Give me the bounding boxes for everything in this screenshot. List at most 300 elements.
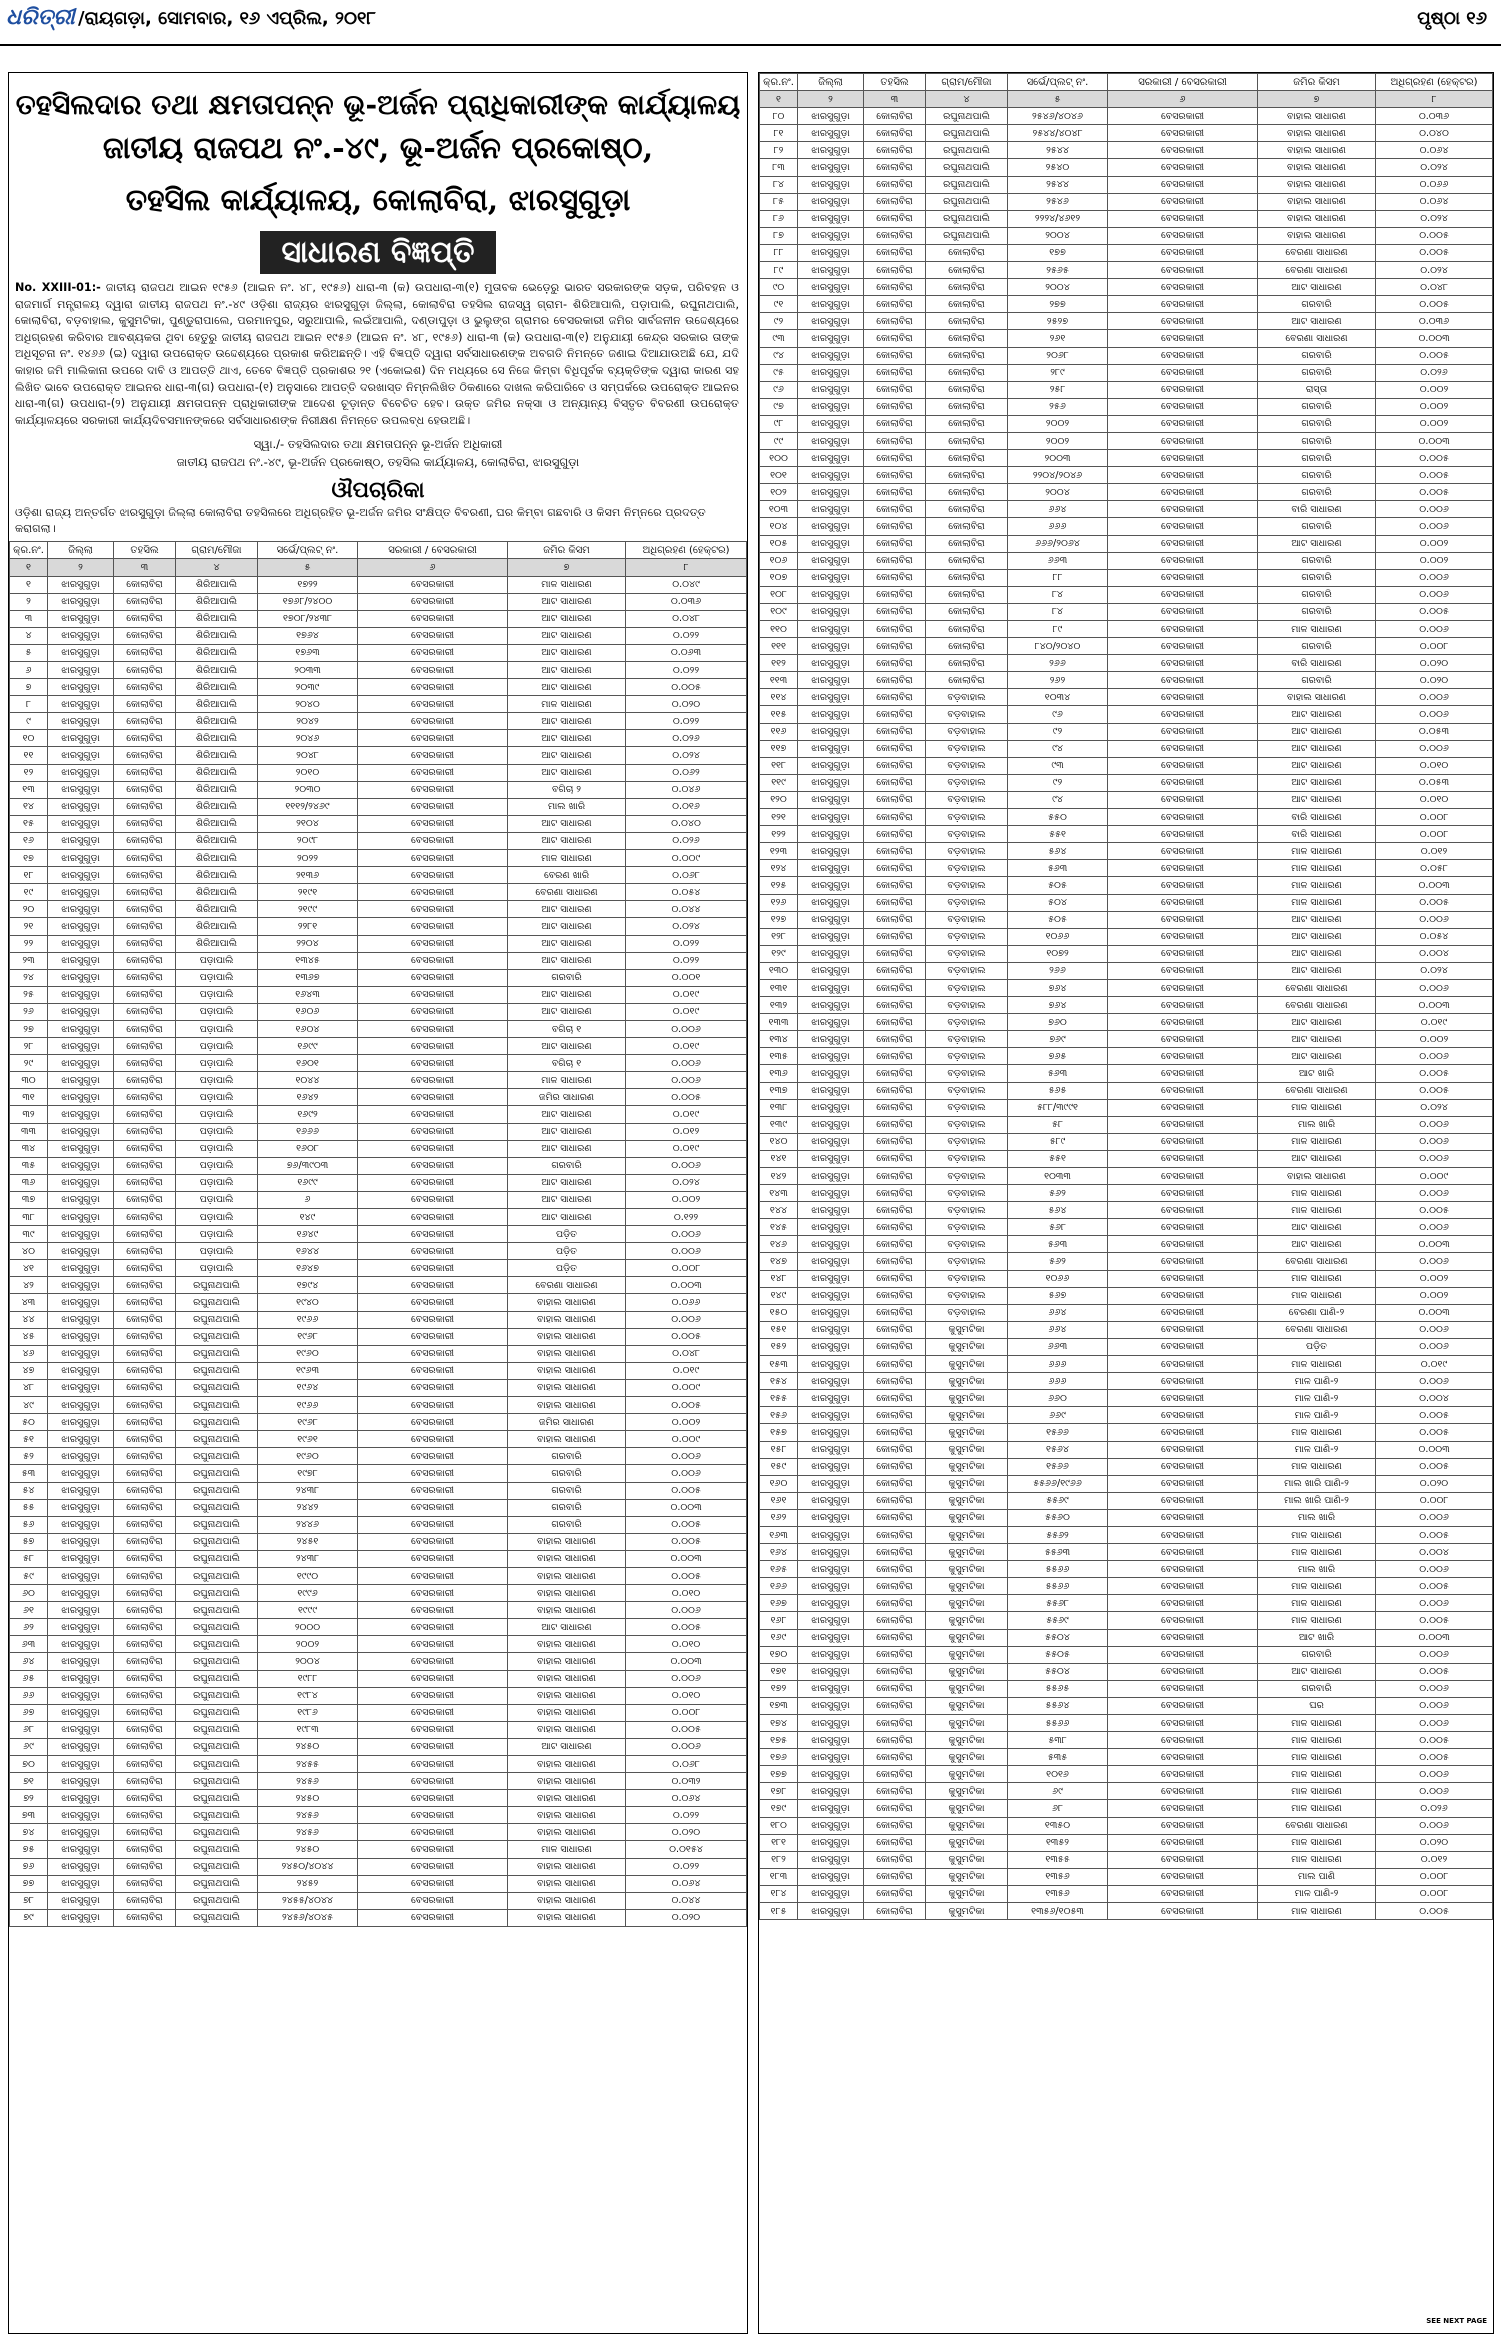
table-row <box>760 1185 1493 1202</box>
cell-district: ଝାରସୁଗୁଡ଼ା <box>798 1373 864 1390</box>
cell-serial: ୧୦୦ <box>760 450 798 467</box>
cell-ownership: ବେସରକାରୀ <box>358 832 508 849</box>
cell-area: ୦.୦୬୨ <box>626 764 747 781</box>
cell-land-type: ବଗିଚା ୧ <box>508 1020 626 1037</box>
cell-ownership: ବେସରକାରୀ <box>358 1277 508 1294</box>
cell-district: ଝାରସୁଗୁଡ଼ା <box>48 1448 114 1465</box>
cell-land-type: ବାହାଲ ସାଧାରଣ <box>508 1294 626 1311</box>
cell-district: ଝାରସୁଗୁଡ଼ା <box>798 381 864 398</box>
cell-village: ରଘୁନାଥପାଲି <box>176 1567 258 1584</box>
cell-plot: ୨୪୫୦/୪୦୪୪ <box>258 1858 358 1875</box>
cell-plot: ୧୩୪୫ <box>258 952 358 969</box>
cell-serial: ୧୧ <box>10 747 48 764</box>
cell-district: ଝାରସୁଗୁଡ଼ା <box>48 1174 114 1191</box>
cell-plot: ୧୦୩୪ <box>1008 689 1108 706</box>
cell-ownership: ବେସରକାରୀ <box>358 1431 508 1448</box>
cell-plot: ୫୮ <box>1008 1116 1108 1133</box>
cell-tahasil: କୋଲାବିରା <box>114 627 176 644</box>
cell-plot: ୨୦୦୪ <box>1008 484 1108 501</box>
cell-plot: ୫୦୪ <box>1008 894 1108 911</box>
cell-serial: ୫୮ <box>10 1550 48 1567</box>
cell-land-type: ବେରଣା ସାଧାରଣ <box>1258 997 1376 1014</box>
cell-ownership: ବେସରକାରୀ <box>1108 638 1258 655</box>
cell-tahasil: କୋଲାବିରା <box>114 1089 176 1106</box>
cell-district: ଝାରସୁଗୁଡ଼ା <box>798 1834 864 1851</box>
cell-village: ରଘୁନାଥପାଲି <box>176 1465 258 1482</box>
cell-village: ରଘୁନାଥପାଲି <box>926 125 1008 142</box>
cell-serial: ୩୧ <box>10 1089 48 1106</box>
cell-serial: ୬୨ <box>10 1619 48 1636</box>
cell-district: ଝାରସୁଗୁଡ଼ା <box>48 1465 114 1482</box>
cell-land-type: ବାହାଲ ସାଧାରଣ <box>1258 125 1376 142</box>
cell-village: ରଘୁନାଥପାଲି <box>176 1909 258 1926</box>
cell-serial: ୭୪ <box>10 1824 48 1841</box>
cell-plot: ୧୭୦୮/୨୪୩୮ <box>258 610 358 627</box>
cell-village: କୁସୁମଟିକା <box>926 1407 1008 1424</box>
cell-tahasil: କୋଲାବିରା <box>114 1448 176 1465</box>
cell-plot: ୧୩୫୬ <box>1008 1868 1108 1885</box>
cell-plot: ୨୦୯୮ <box>258 832 358 849</box>
cell-district: ଝାରସୁଗୁଡ଼ା <box>798 706 864 723</box>
cell-village: ରଘୁନାଥପାଲି <box>176 1328 258 1345</box>
table-row <box>760 655 1493 672</box>
cell-land-type: ବେରଣ ଖାରି <box>508 867 626 884</box>
cell-tahasil: କୋଲାବିରା <box>114 747 176 764</box>
cell-plot: ୧୯୭୮ <box>258 1465 358 1482</box>
cell-serial: ୧୨୧ <box>760 809 798 826</box>
cell-tahasil: କୋଲାବିରା <box>114 662 176 679</box>
cell-district: ଝାରସୁଗୁଡ଼ା <box>798 1287 864 1304</box>
cell-tahasil: କୋଲାବିରା <box>114 1465 176 1482</box>
header-ownership: ସରକାରୀ / ବେସରକାରୀ <box>1108 74 1258 91</box>
cell-district: ଝାରସୁଗୁଡ଼ା <box>48 1756 114 1773</box>
cell-district: ଝାରସୁଗୁଡ଼ା <box>798 142 864 159</box>
cell-land-type: ବାହାଲ ସାଧାରଣ <box>508 1704 626 1721</box>
cell-village: ରଘୁନାଥପାଲି <box>176 1738 258 1755</box>
cell-tahasil: କୋଲାବିରା <box>864 227 926 244</box>
cell-ownership: ବେସରକାରୀ <box>358 935 508 952</box>
cell-ownership: ବେସରକାରୀ <box>358 1550 508 1567</box>
cell-tahasil: କୋଲାବିରା <box>864 142 926 159</box>
cell-land-type: ମାଳ ସାଧାରଣ <box>1258 1526 1376 1543</box>
cell-serial: ୮୯ <box>760 262 798 279</box>
cell-ownership: ବେସରକାରୀ <box>1108 1868 1258 1885</box>
cell-plot: ୧୦୬୬ <box>1008 928 1108 945</box>
cell-village: ବଡ଼ବାହାଲ <box>926 1082 1008 1099</box>
cell-ownership: ବେସରକାରୀ <box>1108 1099 1258 1116</box>
cell-village: କୋଲାବିରା <box>926 501 1008 518</box>
cell-village: ରଘୁନାଥପାଲି <box>926 227 1008 244</box>
cell-ownership: ବେସରକାରୀ <box>1108 330 1258 347</box>
cell-ownership: ବେସରକାରୀ <box>1108 603 1258 620</box>
cell-plot: ୫୫୬୬ <box>1008 1578 1108 1595</box>
cell-plot: ୫୫୬୬ <box>1008 1715 1108 1732</box>
cell-ownership: ବେସରକାରୀ <box>358 781 508 798</box>
cell-district: ଝାରସୁଗୁଡ଼ା <box>48 1379 114 1396</box>
cell-land-type: ମାଳ ସାଧାରଣ <box>1258 1766 1376 1783</box>
table-row <box>10 593 747 610</box>
cell-tahasil: କୋଲାବିରା <box>864 1697 926 1714</box>
cell-serial: ୮୭ <box>760 227 798 244</box>
cell-serial: ୯୨ <box>760 313 798 330</box>
column-number: ୫ <box>258 559 358 576</box>
cell-tahasil: କୋଲାବିରା <box>864 1270 926 1287</box>
cell-plot: ୬୬୬ <box>1008 518 1108 535</box>
cell-tahasil: କୋଲାବିରା <box>114 1038 176 1055</box>
cell-district: ଝାରସୁଗୁଡ଼ା <box>48 850 114 867</box>
cell-tahasil: କୋଲାବିରା <box>864 1458 926 1475</box>
cell-tahasil: କୋଲାବିରା <box>864 638 926 655</box>
cell-serial: ୧୪୩ <box>760 1185 798 1202</box>
cell-village: ଶିରିଆପାଲି <box>176 815 258 832</box>
table-row <box>760 826 1493 843</box>
cell-district: ଝାରସୁଗୁଡ଼ା <box>48 901 114 918</box>
cell-village: ରଘୁନାଥପାଲି <box>176 1345 258 1362</box>
cell-ownership: ବେସରକାରୀ <box>1108 1561 1258 1578</box>
cell-ownership: ବେସରକାରୀ <box>1108 262 1258 279</box>
cell-ownership: ବେସରକାରୀ <box>358 1311 508 1328</box>
cell-tahasil: କୋଲାବିରା <box>864 108 926 125</box>
cell-land-type: ଆଟ ସାଧାରଣ <box>1258 706 1376 723</box>
table-row <box>10 850 747 867</box>
header-plot: ସର୍ଭେ/ପ୍ଲଟ୍ ନଂ. <box>258 542 358 559</box>
cell-plot: ୨୭୭ <box>1008 296 1108 313</box>
cell-ownership: ବେସରକାରୀ <box>1108 1749 1258 1766</box>
cell-area: ୦.୦୦୬ <box>1376 1783 1493 1800</box>
cell-district: ଝାରସୁଗୁଡ଼ା <box>48 1072 114 1089</box>
cell-plot: ୬୬୦ <box>1008 1390 1108 1407</box>
cell-plot: ୧୯୮୬ <box>258 1704 358 1721</box>
cell-tahasil: କୋଲାବିରା <box>864 1868 926 1885</box>
cell-serial: ୧୪୦ <box>760 1133 798 1150</box>
cell-ownership: ବେସରକାରୀ <box>1108 125 1258 142</box>
cell-village: ବଡ଼ବାହାଲ <box>926 1133 1008 1150</box>
cell-plot: ୫୫୦୪ <box>1008 1629 1108 1646</box>
cell-plot: ୫୦୫ <box>1008 911 1108 928</box>
cell-area: ୦.୦୦୬ <box>626 1311 747 1328</box>
column-number: ୮ <box>626 559 747 576</box>
cell-serial: ୨୬ <box>10 1003 48 1020</box>
cell-ownership: ବେସରକାରୀ <box>1108 227 1258 244</box>
cell-tahasil: କୋଲାବିରା <box>864 569 926 586</box>
cell-plot: ୨୫୪୪/୪୦୪୮ <box>1008 125 1108 142</box>
cell-village: ରଘୁନାଥପାଲି <box>176 1653 258 1670</box>
cell-plot: ୧୬୬୬ <box>258 1123 358 1140</box>
cell-village: ଶିରିଆପାଲି <box>176 850 258 867</box>
table-row <box>10 1909 747 1926</box>
cell-serial: ୧୩୨ <box>760 997 798 1014</box>
cell-village: ବଡ଼ବାହାଲ <box>926 1014 1008 1031</box>
cell-tahasil: କୋଲାବିରା <box>864 603 926 620</box>
cell-district: ଝାରସୁଗୁଡ଼ା <box>48 1362 114 1379</box>
cell-serial: ୭୧ <box>10 1773 48 1790</box>
table-row <box>10 1516 747 1533</box>
cell-land-type: ଆଟ ସାଧାରଣ <box>1258 1048 1376 1065</box>
cell-tahasil: କୋଲାବିରା <box>864 962 926 979</box>
cell-village: କୁସୁମଟିକା <box>926 1629 1008 1646</box>
cell-district: ଝାରସୁଗୁଡ଼ା <box>798 1680 864 1697</box>
cell-area: ୦.୦୦୨ <box>626 1414 747 1431</box>
cell-village: ରଘୁନାଥପାଲି <box>926 176 1008 193</box>
table-row <box>760 1629 1493 1646</box>
cell-tahasil: କୋଲାବିରା <box>864 1219 926 1236</box>
cell-area: ୦.୦୨୪ <box>1376 210 1493 227</box>
cell-plot: ୨୪୫୫/୪୦୪୪ <box>258 1892 358 1909</box>
cell-area: ୦.୦୦୫ <box>1376 1578 1493 1595</box>
table-row <box>10 1875 747 1892</box>
cell-tahasil: କୋଲାବିରା <box>864 1509 926 1526</box>
cell-district: ଝାରସୁଗୁଡ଼ା <box>798 1868 864 1885</box>
cell-land-type: ଗରବାରି <box>1258 484 1376 501</box>
cell-district: ଝାରସୁଗୁଡ଼ା <box>798 1629 864 1646</box>
cell-serial: ୧୫ <box>10 815 48 832</box>
cell-area: ୦.୦୪୪ <box>626 1892 747 1909</box>
cell-district: ଝାରସୁଗୁଡ଼ା <box>798 227 864 244</box>
cell-land-type: ଆଟ ସାଧାରଣ <box>508 1738 626 1755</box>
cell-tahasil: କୋଲାବିରା <box>114 1123 176 1140</box>
cell-land-type: ବେରଣା ସାଧାରଣ <box>508 1277 626 1294</box>
cell-ownership: ବେସରକାରୀ <box>1108 1270 1258 1287</box>
cell-district: ଝାରସୁଗୁଡ଼ା <box>798 313 864 330</box>
cell-tahasil: କୋଲାବିରା <box>864 1492 926 1509</box>
cell-area: ୦.୦୦୯ <box>626 850 747 867</box>
cell-district: ଝାରସୁଗୁଡ଼ା <box>798 928 864 945</box>
cell-tahasil: କୋଲାବିରା <box>864 1082 926 1099</box>
cell-plot: ୮୪ <box>1008 603 1108 620</box>
cell-district: ଝାରସୁଗୁଡ଼ା <box>798 1424 864 1441</box>
cell-land-type: ଗରବାରି <box>508 1482 626 1499</box>
cell-village: ରଘୁନାଥପାଲି <box>926 108 1008 125</box>
cell-plot: ୮୪ <box>1008 586 1108 603</box>
cell-village: ଶିରିଆପାଲି <box>176 884 258 901</box>
cell-district: ଝାରସୁଗୁଡ଼ା <box>48 1397 114 1414</box>
cell-plot: ୬୬୩ <box>1008 552 1108 569</box>
cell-district: ଝାରସୁଗୁଡ଼ା <box>48 747 114 764</box>
cell-serial: ୯୪ <box>760 347 798 364</box>
cell-plot: ୧୯୬୬ <box>258 1397 358 1414</box>
cell-serial: ୧୦୮ <box>760 586 798 603</box>
cell-serial: ୧୩୮ <box>760 1099 798 1116</box>
table-row <box>760 1458 1493 1475</box>
table-row <box>10 662 747 679</box>
cell-area: ୦.୦୦୬ <box>1376 1595 1493 1612</box>
cell-ownership: ବେସରକାରୀ <box>1108 193 1258 210</box>
cell-plot: ୨୫୪୬/୪୦୪୬ <box>1008 108 1108 125</box>
cell-village: ବଡ଼ବାହାଲ <box>926 1185 1008 1202</box>
cell-village: କୁସୁମଟିକା <box>926 1475 1008 1492</box>
cell-serial: ୨୦ <box>10 901 48 918</box>
cell-tahasil: କୋଲାବିରା <box>864 432 926 449</box>
cell-tahasil: କୋଲାବିରା <box>114 1157 176 1174</box>
cell-area: ୦.୦୧୦ <box>1376 757 1493 774</box>
cell-land-type: ବାହାଲ ସାଧାରଣ <box>508 1311 626 1328</box>
cell-plot: ୧୯୬୦ <box>258 1345 358 1362</box>
cell-land-type: ଆଟ ସାଧାରଣ <box>508 1619 626 1636</box>
cell-land-type: ମାଳ ସାଧାରଣ <box>1258 1834 1376 1851</box>
cell-serial: ୨ <box>10 593 48 610</box>
cell-village: କୋଲାବିରା <box>926 484 1008 501</box>
cell-village: ବଡ଼ବାହାଲ <box>926 1202 1008 1219</box>
cell-tahasil: କୋଲାବିରା <box>864 296 926 313</box>
cell-area: ୦.୦୦୬ <box>1376 1219 1493 1236</box>
cell-serial: ୬ <box>10 662 48 679</box>
cell-district: ଝାରସୁଗୁଡ଼ା <box>48 1243 114 1260</box>
cell-district: ଝାରସୁଗୁଡ଼ା <box>798 1492 864 1509</box>
cell-tahasil: କୋଲାବିରା <box>864 1304 926 1321</box>
cell-district: ଝାରସୁଗୁଡ଼ା <box>798 1185 864 1202</box>
cell-district: ଝାରସୁଗୁଡ଼ା <box>48 1790 114 1807</box>
cell-land-type: ବାହାଲ ସାଧାରଣ <box>508 1687 626 1704</box>
cell-area: ୦.୦୦୬ <box>626 1055 747 1072</box>
table-row <box>760 1834 1493 1851</box>
cell-tahasil: କୋଲାବିରା <box>114 1260 176 1277</box>
cell-plot: ୧୯୬୮ <box>258 1414 358 1431</box>
cell-village: ଶିରିଆପାଲି <box>176 679 258 696</box>
cell-serial: ୮୫ <box>760 193 798 210</box>
cell-village: ରଘୁନାଥପାଲି <box>176 1414 258 1431</box>
cell-plot: ୧୬୯୯ <box>258 1038 358 1055</box>
cell-village: କୁସୁମଟିକା <box>926 1834 1008 1851</box>
cell-tahasil: କୋଲାବିରା <box>864 1253 926 1270</box>
cell-district: ଝାରସୁଗୁଡ଼ା <box>48 1841 114 1858</box>
cell-village: କୁସୁମଟିକା <box>926 1595 1008 1612</box>
cell-plot: ୧୬୪୨ <box>258 1089 358 1106</box>
cell-plot: ୮୮ <box>1008 569 1108 586</box>
cell-district: ଝାରସୁଗୁଡ଼ା <box>798 1595 864 1612</box>
cell-serial: ୧୭୫ <box>760 1732 798 1749</box>
cell-tahasil: କୋଲାବିରା <box>864 1407 926 1424</box>
cell-serial: ୧୬୭ <box>760 1595 798 1612</box>
cell-area: ୦.୦୨୪ <box>1376 159 1493 176</box>
cell-area: ୦.୦୦୬ <box>1376 1715 1493 1732</box>
cell-district: ଝାରସୁଗୁଡ଼ା <box>48 1892 114 1909</box>
cell-tahasil: କୋଲାବିରା <box>114 1841 176 1858</box>
cell-village: ପଡ଼ାପାଲି <box>176 986 258 1003</box>
cell-land-type: ଆଟ ସାଧାରଣ <box>1258 962 1376 979</box>
cell-plot: ୬ <box>258 1191 358 1208</box>
cell-land-type: ମାଳ ସାଧାରଣ <box>1258 1749 1376 1766</box>
cell-village: କୁସୁମଟିକା <box>926 1458 1008 1475</box>
cell-plot: ୧୬୦୧ <box>258 1055 358 1072</box>
cell-district: ଝାରସୁଗୁଡ଼ା <box>798 415 864 432</box>
cell-district: ଝାରସୁଗୁଡ଼ା <box>798 1526 864 1543</box>
cell-area: ୦.୦୦୬ <box>1376 1817 1493 1834</box>
cell-serial: ୧୭୧ <box>760 1663 798 1680</box>
cell-village: ବଡ଼ବାହାଲ <box>926 1236 1008 1253</box>
cell-ownership: ବେସରକାରୀ <box>1108 1168 1258 1185</box>
cell-plot: ୨୪୫୬/୪୦୪୫ <box>258 1909 358 1926</box>
cell-ownership: ବେସରକାରୀ <box>1108 1458 1258 1475</box>
cell-village: ରଘୁନାଥପାଲି <box>176 1756 258 1773</box>
left-column <box>8 72 748 2334</box>
cell-area: ୦.୦୬୩ <box>626 644 747 661</box>
cell-serial: ୧୭୮ <box>760 1783 798 1800</box>
table-row <box>10 1362 747 1379</box>
cell-village: ଶିରିଆପାଲି <box>176 832 258 849</box>
cell-ownership: ବେସରକାରୀ <box>358 730 508 747</box>
cell-district: ଝାରସୁଗୁଡ଼ା <box>798 1475 864 1492</box>
header-area: ଅଧିଗ୍ରହଣ (ହେକ୍ଟର) <box>1376 74 1493 91</box>
table-row <box>760 774 1493 791</box>
cell-tahasil: କୋଲାବିରା <box>114 1003 176 1020</box>
table-row <box>10 1619 747 1636</box>
cell-ownership: ବେସରକାରୀ <box>1108 467 1258 484</box>
cell-serial: ୫୦ <box>10 1414 48 1431</box>
cell-serial: ୧୫୪ <box>760 1373 798 1390</box>
table-row <box>10 1824 747 1841</box>
table-row <box>760 1612 1493 1629</box>
cell-ownership: ବେସରକାରୀ <box>358 662 508 679</box>
cell-tahasil: କୋଲାବିରା <box>864 1356 926 1373</box>
table-row <box>760 1441 1493 1458</box>
table-row <box>760 1544 1493 1561</box>
cell-village: ବଡ଼ବାହାଲ <box>926 1031 1008 1048</box>
table-row <box>760 1116 1493 1133</box>
cell-land-type: ବେରଣା ସାଧାରଣ <box>1258 1817 1376 1834</box>
cell-plot: ୧୩୫୬/୧୦୫୩ <box>1008 1903 1108 1920</box>
cell-village: ବଡ଼ବାହାଲ <box>926 860 1008 877</box>
cell-ownership: ବେସରକାରୀ <box>1108 1851 1258 1868</box>
cell-land-type: ଆଟ ସାଧାରଣ <box>508 593 626 610</box>
cell-area: ୦.୦୦୩ <box>626 1499 747 1516</box>
cell-serial: ୭୯ <box>10 1909 48 1926</box>
cell-village: କୁସୁମଟିକା <box>926 1732 1008 1749</box>
cell-area: ୦.୦୧୯ <box>1376 1356 1493 1373</box>
cell-plot: ୨୦୩୯ <box>258 679 358 696</box>
cell-area: ୦.୦୨୦ <box>1376 1834 1493 1851</box>
cell-area: ୦.୦୦୯ <box>626 1379 747 1396</box>
cell-ownership: ବେସରକାରୀ <box>1108 740 1258 757</box>
cell-ownership: ବେସରକାରୀ <box>358 1191 508 1208</box>
cell-land-type: ମାଳ ସାଧାରଣ <box>508 1072 626 1089</box>
cell-land-type: ଆଟ ସାଧାରଣ <box>508 986 626 1003</box>
cell-ownership: ବେସରକାରୀ <box>1108 723 1258 740</box>
cell-plot: ୧୯୬୮ <box>258 1328 358 1345</box>
cell-tahasil: କୋଲାବିରା <box>864 1578 926 1595</box>
cell-district: ଝାରସୁଗୁଡ଼ା <box>48 1414 114 1431</box>
cell-area: ୦.୦୦୩ <box>626 1277 747 1294</box>
cell-plot: ୯୬ <box>1008 706 1108 723</box>
column-number: ୮ <box>1376 91 1493 108</box>
table-row <box>10 935 747 952</box>
table-row <box>760 1373 1493 1390</box>
cell-plot: ୭୬୪ <box>1008 997 1108 1014</box>
cell-serial: ୧୦୯ <box>760 603 798 620</box>
cell-district: ଝାରସୁଗୁଡ଼ା <box>48 627 114 644</box>
cell-tahasil: କୋଲାବିରା <box>114 610 176 627</box>
cell-serial: ୬୩ <box>10 1636 48 1653</box>
cell-plot: ୨୪୫୬ <box>258 1824 358 1841</box>
cell-area: ୦.୦୧୯ <box>626 1140 747 1157</box>
cell-ownership: ବେସରକାରୀ <box>358 1704 508 1721</box>
cell-tahasil: କୋଲାବିରା <box>864 1526 926 1543</box>
cell-land-type: ମାଳ ସାଧାରଣ <box>1258 860 1376 877</box>
table-row <box>760 740 1493 757</box>
cell-land-type: ଆଟ ସାଧାରଣ <box>508 815 626 832</box>
cell-land-type: ଆଟ ଖାରି <box>1258 1065 1376 1082</box>
cell-district: ଝାରସୁଗୁଡ଼ା <box>48 986 114 1003</box>
cell-serial: ୮୨ <box>760 142 798 159</box>
table-row <box>10 730 747 747</box>
cell-district: ଝାରସୁଗୁଡ଼ା <box>48 1209 114 1226</box>
cell-district: ଝାରସୁଗୁଡ଼ା <box>798 1646 864 1663</box>
cell-plot: ୧୦୪୪ <box>258 1072 358 1089</box>
cell-serial: ୧ <box>10 576 48 593</box>
table-row <box>10 627 747 644</box>
cell-plot: ୬୬୯ <box>1008 1407 1108 1424</box>
cell-ownership: ବେସରକାରୀ <box>1108 1885 1258 1902</box>
cell-tahasil: କୋଲାବିରା <box>114 1379 176 1396</box>
